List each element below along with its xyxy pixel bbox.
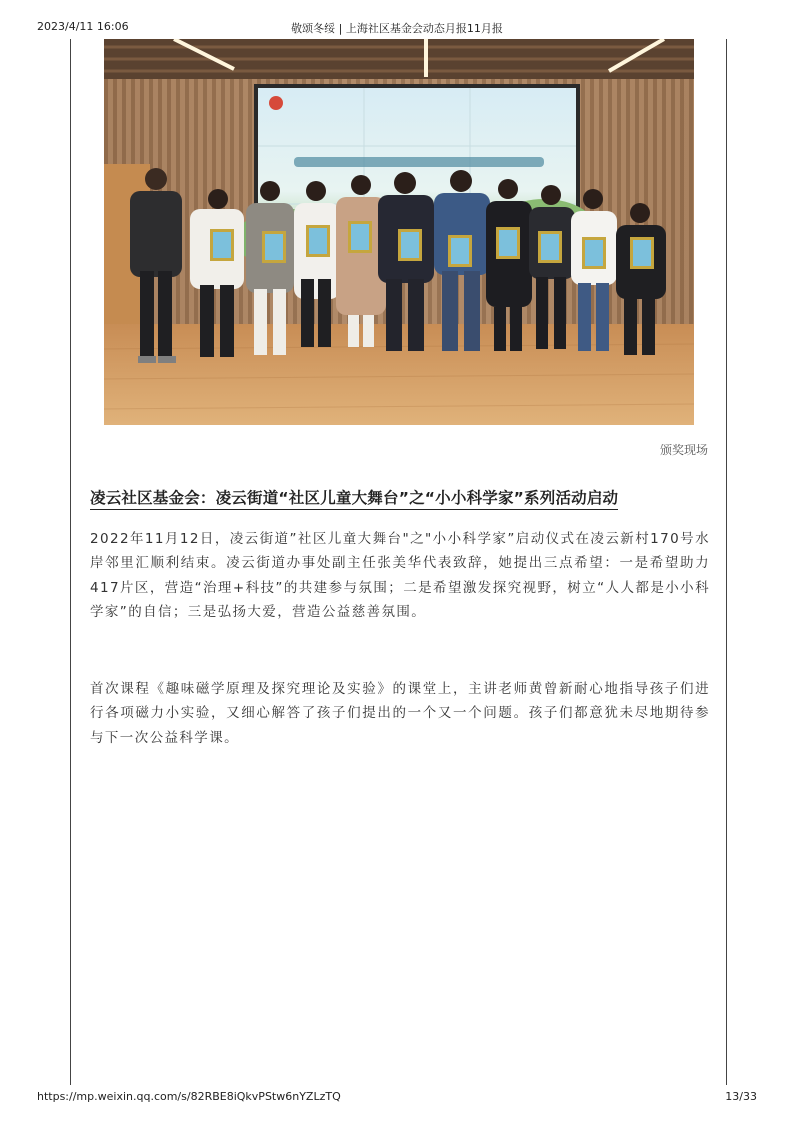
left-margin-rule	[70, 39, 71, 1085]
print-header	[0, 0, 794, 35]
article-paragraph: 首次课程《趣味磁学原理及探究理论及实验》的课堂上，主讲老师黄曾新耐心地指导孩子们进行各项磁力小实验，又细心解答了孩子们提出的一个又一个问题。孩子们都意犹未尽地期待参与下一次公益科学课。	[90, 681, 710, 746]
print-datetime: 2023/4/11 16:06	[37, 20, 129, 33]
right-margin-rule	[726, 39, 727, 1085]
article-title-text: 凌云社区基金会：凌云街道“社区儿童大舞台”之“小小科学家”系列活动启动	[90, 489, 618, 510]
article-paragraph: 2022年11月12日，凌云街道”社区儿童大舞台"之"小小科学家”启动仪式在凌云新村170号水岸邻里汇顺利结束。凌云街道办事处副主任张美华代表致辞，她提出三点希望：一是希望助力417片区，营造“治理+科技”的共建参与氛围；二是希望激发探究视野，树立“人人都是小小科学家”的自信；三是弘扬大爱，营造公益慈善氛围。	[90, 531, 710, 620]
photo-caption: 颁奖现场	[659, 443, 708, 457]
print-url: https://mp.weixin.qq.com/s/82RBE8iQkvPStw6nYZLzTQ	[37, 1090, 341, 1103]
print-page-number: 13/33	[725, 1090, 757, 1103]
article-title	[90, 486, 710, 508]
print-footer	[0, 1090, 794, 1110]
award-ceremony-photo	[104, 39, 694, 425]
print-page-title: 敬颂冬绥 | 上海社区基金会动态月报11月报	[291, 22, 503, 35]
